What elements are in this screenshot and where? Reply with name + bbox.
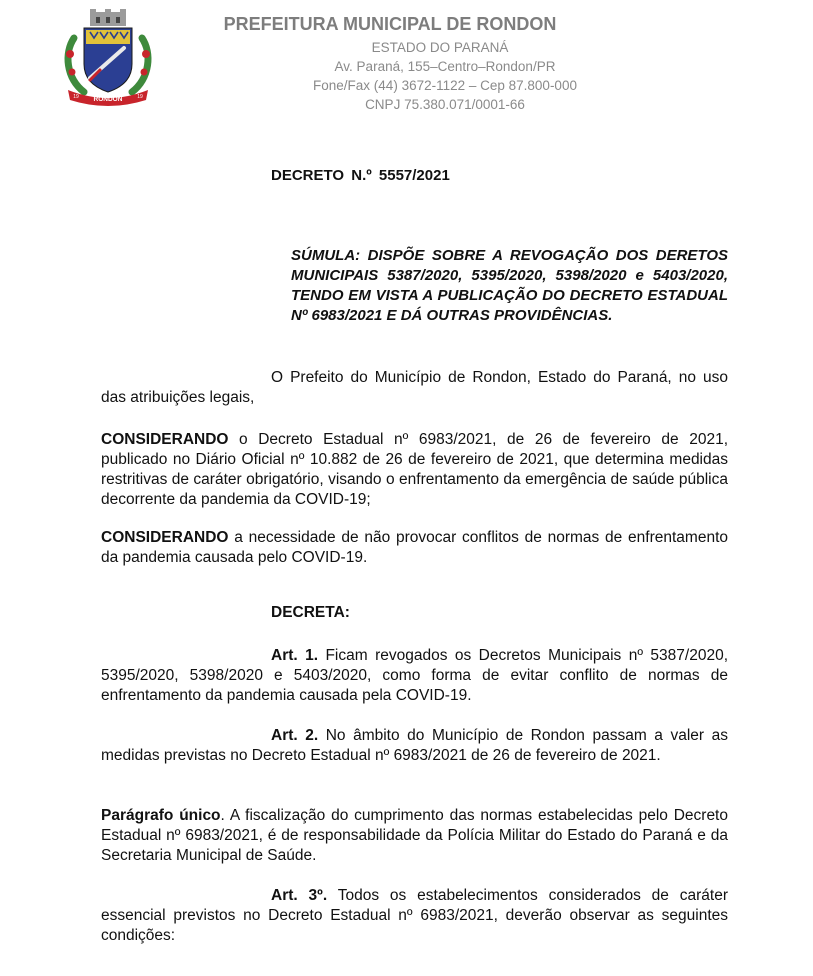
svg-text:RONDON: RONDON xyxy=(93,96,123,103)
article-2: Art. 2. No âmbito do Município de Rondon passam a valer as medidas previstas no Decreto Estadual nº 6983/2021 de 26 de fevereiro de 2021. xyxy=(101,727,728,764)
preamble: O Prefeito do Município de Rondon, Estado do Paraná, no uso das atribuições legais, xyxy=(101,369,728,406)
paragrafo-unico: Parágrafo único. A fiscalização do cumprimento das normas estabelecidas pelo Decreto Estadual nº 6983/2021, é de responsabilidade da Polícia Militar do Estado do Paraná e da Secretaria Municipal de Saúde. xyxy=(101,807,728,864)
article-1: Art. 1. Ficam revogados os Decretos Municipais nº 5387/2020, 5395/2020, 5398/2020 e 5403/2020, como forma de evitar conflito de normas de enfrentamento da pandemia causada pela COVID-19. xyxy=(101,647,728,704)
decreta-heading: DECRETA: xyxy=(271,604,350,621)
svg-text:19: 19 xyxy=(137,94,143,100)
considerando-1: CONSIDERANDO o Decreto Estadual nº 6983/2021, de 26 de fevereiro de 2021, publicado no Diário Oficial nº 10.882 de 26 de fevereiro de 2021, que determina medidas restritivas de caráter obrigatório, visando o enfrentamento da emergência de saúde pública decorrente da pandemia da COVID-19; xyxy=(101,431,728,508)
decree-number: DECRETO N.º 5557/2021 xyxy=(271,167,450,184)
phone-line: Fone/Fax (44) 3672-1122 – Cep 87.800-000 xyxy=(313,78,577,93)
article-3: Art. 3º. Todos os estabelecimentos considerados de caráter essencial previstos no Decreto Estadual nº 6983/2021, deverão observar as seguintes condições: xyxy=(101,887,729,944)
municipality-title: PREFEITURA MUNICIPAL DE RONDON xyxy=(223,14,557,34)
letterhead xyxy=(160,14,620,114)
address-line: Av. Paraná, 155–Centro–Rondon/PR xyxy=(334,59,556,74)
svg-text:19: 19 xyxy=(73,94,79,100)
considerando-2: CONSIDERANDO a necessidade de não provocar conflitos de normas de enfrentamento da pandemia causada pelo COVID-19. xyxy=(101,529,728,566)
sumula-summary: SÚMULA: DISPÕE SOBRE A REVOGAÇÃO DOS DERETOS MUNICIPAIS 5387/2020, 5395/2020, 5398/2020 e 5403/2020, TENDO EM VISTA A PUBLICAÇÃO DO DECRETO ESTADUAL Nº 6983/2021 E DÁ OUTRAS PROVIDÊNCIAS. xyxy=(291,247,728,324)
cnpj-line: CNPJ 75.380.071/0001-66 xyxy=(365,97,525,112)
municipal-crest-icon xyxy=(60,8,156,108)
state-line: ESTADO DO PARANÁ xyxy=(371,40,509,55)
